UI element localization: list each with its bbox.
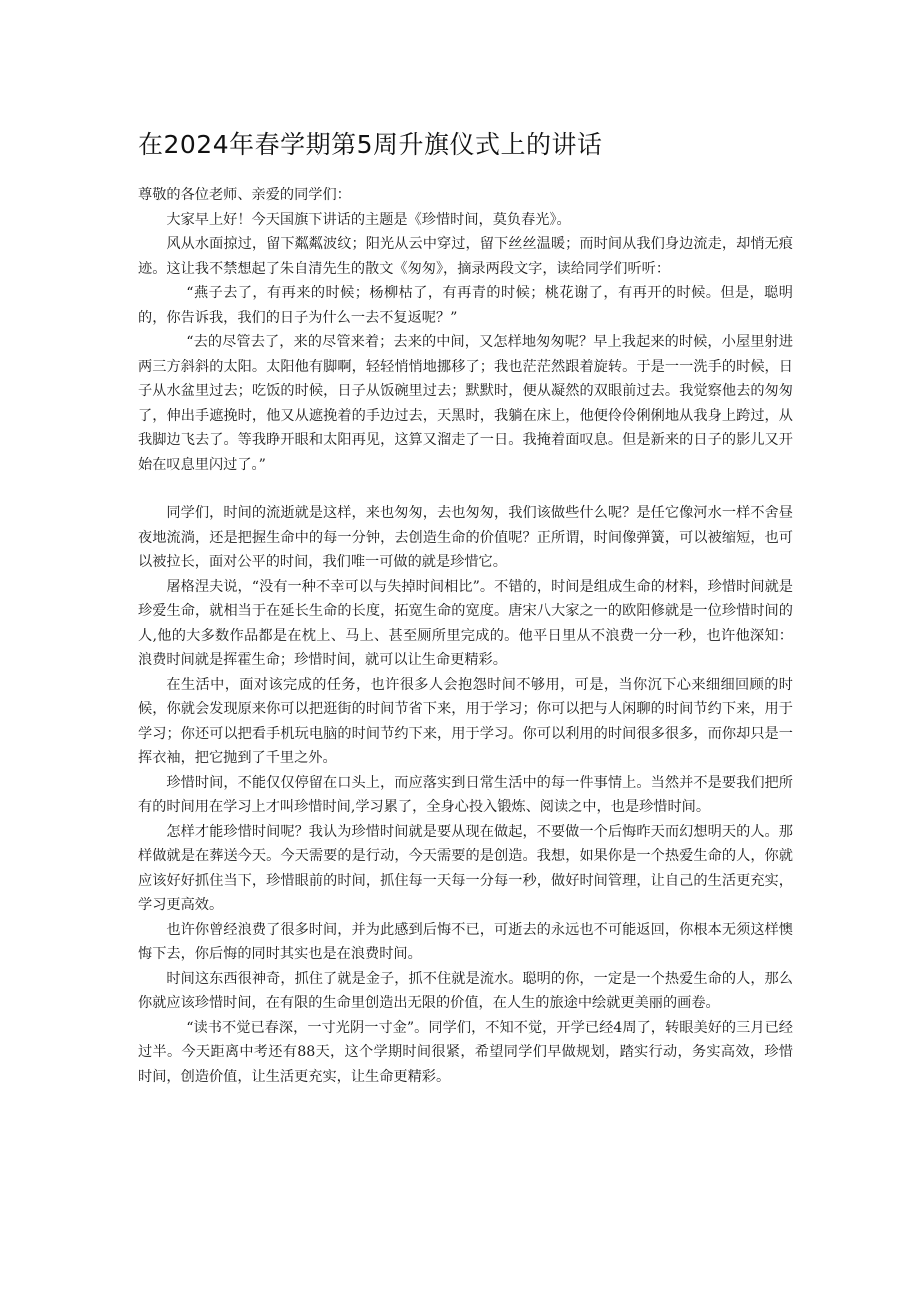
paragraph-intro: 风从水面掠过，留下粼粼波纹；阳光从云中穿过，留下丝丝温暖；而时间从我们身边流走，却悄无痕迹。这让我不禁想起了朱自清先生的散文《匆匆》，摘录两段文字，读给同学们听听： <box>138 236 793 277</box>
paragraph: 同学们，时间的流逝就是这样，来也匆匆，去也匆匆，我们该做些什么呢？是任它像河水一样不舍昼夜地流淌，还是把握生命中的每一分钟，去创造生命的价值呢？正所谓，时间像弹簧，可以被缩短，也可以被拉长，面对公平的时间，我们唯一可做的就是珍惜它。 <box>138 505 793 570</box>
paragraph: 在生活中，面对该完成的任务，也许很多人会抱怨时间不够用，可是，当你沉下心来细细回顾的时候，你就会发现原来你可以把逛街的时间节省下来，用于学习；你可以把与人闲聊的时间节约下来，用于学习；你还可以把看手机玩电脑的时间节约下来，用于学习。你可以利用的时间很多很多，而你却只是一挥衣袖，把它抛到了千里之外。 <box>138 676 793 766</box>
quote-paragraph-1: “燕子去了，有再来的时候；杨柳枯了，有再青的时候；桃花谢了，有再开的时候。但是，聪明的，你告诉我，我们的日子为什么一去不复返呢？” <box>138 285 793 326</box>
paragraph-spacer <box>138 477 793 501</box>
paragraph: 珍惜时间，不能仅仅停留在口头上，而应落实到日常生活中的每一件事情上。当然并不是要我们把所有的时间用在学习上才叫珍惜时间,学习累了，全身心投入锻炼、阅读之中，也是珍惜时间。 <box>138 774 793 815</box>
paragraph-greeting: 大家早上好！今天国旗下讲话的主题是《珍惜时间，莫负春光》。 <box>166 211 571 228</box>
page-title: 在2024年春学期第5周升旗仪式上的讲话 <box>138 130 603 159</box>
paragraph: 怎样才能珍惜时间呢？我认为珍惜时间就是要从现在做起，不要做一个后悔昨天而幻想明天的人。那样做就是在葬送今天。今天需要的是行动，今天需要的是创造。我想，如果你是一个热爱生命的人，你就应该好好抓住当下，珍惜眼前的时间，抓住每一天每一分每一秒，做好时间管理，让自己的生活更充实，学习更高效。 <box>138 823 793 913</box>
speech-body <box>138 183 793 1089</box>
paragraph: 也许你曾经浪费了很多时间，并为此感到后悔不已，可逝去的永远也不可能返回，你根本无须这样懊悔下去，你后悔的同时其实也是在浪费时间。 <box>138 921 793 962</box>
paragraph-closing: “读书不觉已春深，一寸光阴一寸金”。同学们，不知不觉，开学已经4周了，转眼美好的三月已经过半。今天距离中考还有88天，这个学期时间很紧，希望同学们早做规划，踏实行动，务实高效，珍惜时间，创造价值，让生活更充实，让生命更精彩。 <box>138 1019 793 1085</box>
paragraph: 时间这东西很神奇，抓住了就是金子，抓不住就是流水。聪明的你，一定是一个热爱生命的人，那么你就应该珍惜时间，在有限的生命里创造出无限的价值，在人生的旅途中绘就更美丽的画卷。 <box>138 970 793 1011</box>
quote-paragraph-2: “去的尽管去了，来的尽管来着；去来的中间，又怎样地匆匆呢？早上我起来的时候，小屋里射进两三方斜斜的太阳。太阳他有脚啊，轻轻悄悄地挪移了；我也茫茫然跟着旋转。于是一一洗手的时候，日子从水盆里过去；吃饭的时候，日子从饭碗里过去；默默时，便从凝然的双眼前过去。我觉察他去的匆匆了，伸出手遮挽时，他又从遮挽着的手边过去，天黑时，我躺在床上，他便伶伶俐俐地从我身上跨过，从我脚边飞去了。等我睁开眼和太阳再见，这算又溜走了一日。我掩着面叹息。但是新来的日子的影儿又开始在叹息里闪过了。” <box>138 334 793 473</box>
salutation: 尊敬的各位老师、亲爱的同学们： <box>138 187 351 203</box>
paragraph: 屠格涅夫说，“没有一种不幸可以与失掉时间相比”。不错的，时间是组成生命的材料，珍惜时间就是珍爱生命，就相当于在延长生命的长度，拓宽生命的宽度。唐宋八大家之一的欧阳修就是一位珍惜时间的人,他的大多数作品都是在枕上、马上、甚至厕所里完成的。他平日里从不浪费一分一秒，也许他深知：浪费时间就是挥霍生命；珍惜时间，就可以让生命更精彩。 <box>138 578 793 668</box>
